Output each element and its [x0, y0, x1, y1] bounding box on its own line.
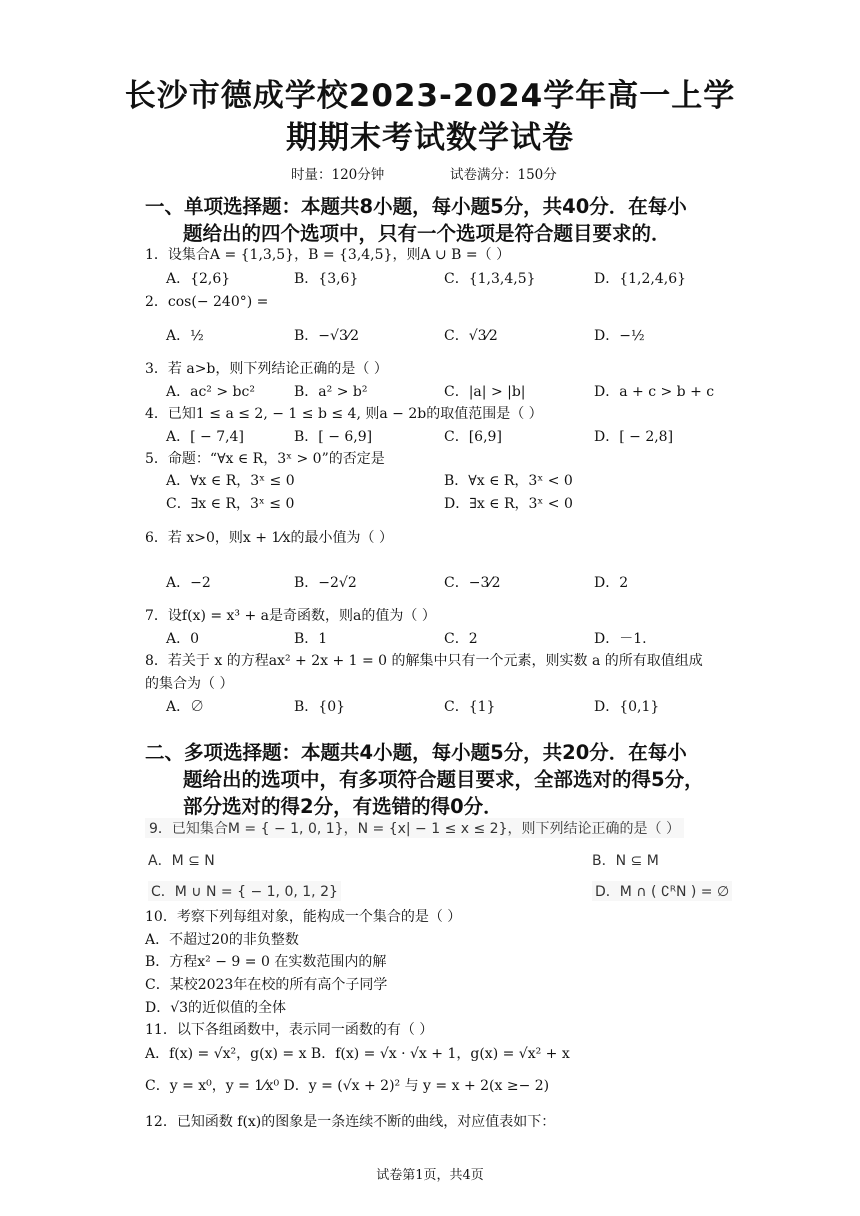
q5-option-d: D．∃x ∈ R，3ˣ < 0 — [444, 496, 573, 512]
question-10: 10．考察下列每组对象，能构成一个集合的是（ ） — [145, 909, 462, 925]
q9-option-b: B．N ⊆ M — [592, 853, 659, 869]
q1-option-d: D．{1,2,4,6} — [594, 271, 687, 287]
q6-option-c: C．−3⁄2 — [444, 575, 501, 591]
section2-heading: 二、多项选择题：本题共4小题，每小题5分，共20分．在每小 — [145, 741, 687, 764]
question-7: 7．设f(x) = x³ + a是奇函数，则a的值为（ ） — [145, 608, 436, 624]
exam-title-line2: 期期末考试数学试卷 — [286, 120, 574, 156]
q6-option-a: A．−2 — [166, 575, 211, 591]
q3-option-c: C．|a| > |b| — [444, 384, 526, 400]
section1-heading-cont: 题给出的四个选项中，只有一个选项是符合题目要求的． — [183, 222, 671, 245]
q2-option-d: D．−½ — [594, 328, 645, 344]
question-6: 6．若 x>0，则x + 1⁄x的最小值为（ ） — [145, 530, 394, 546]
q7-option-d: D．－1. — [594, 631, 647, 647]
q5-option-b: B．∀x ∈ R，3ˣ < 0 — [444, 473, 573, 489]
question-4: 4．已知1 ≤ a ≤ 2, − 1 ≤ b ≤ 4, 则a − 2b的取值范围是（ ） — [145, 406, 543, 422]
q10-option-d: D．√3的近似值的全体 — [145, 1000, 287, 1016]
question-8: 8．若关于 x 的方程ax² + 2x + 1 = 0 的解集中只有一个元素，则实数 a 的所有取值组成 — [145, 653, 703, 669]
q7-option-a: A．0 — [166, 631, 200, 647]
q4-option-b: B．[ − 6,9] — [294, 429, 373, 445]
q11-options-cd: C．y = x⁰，y = 1⁄x⁰ D．y = (√x + 2)² 与 y = x + 2(x ≥− 2) — [145, 1078, 550, 1094]
page-footer: 试卷第1页，共4页 — [376, 1168, 484, 1183]
question-2: 2．cos(− 240°) = — [145, 294, 269, 310]
q8-option-b: B．{0} — [294, 699, 346, 715]
q10-option-a: A．不超过20的非负整数 — [145, 932, 299, 948]
question-11: 11．以下各组函数中，表示同一函数的有（ ） — [145, 1022, 434, 1038]
q8-option-a: A．∅ — [166, 699, 205, 715]
full-score: 试卷满分：150分 — [450, 167, 557, 183]
q1-option-a: A．{2,6} — [166, 271, 231, 287]
q1-option-c: C．{1,3,4,5} — [444, 271, 536, 287]
q4-option-d: D．[ − 2,8] — [594, 429, 674, 445]
q4-option-a: A．[ − 7,4] — [166, 429, 244, 445]
section2-heading-cont: 题给出的选项中，有多项符合题目要求，全部选对的得5分， — [183, 768, 704, 791]
question-3: 3．若 a>b，则下列结论正确的是（ ） — [145, 361, 388, 377]
question-8-cont: 的集合为（ ） — [145, 676, 234, 692]
q2-option-b: B．−√3⁄2 — [294, 328, 360, 344]
section1-heading: 一、单项选择题：本题共8小题，每小题5分，共40分．在每小 — [145, 195, 687, 218]
q9-option-a: A．M ⊆ N — [148, 853, 215, 869]
q5-option-a: A．∀x ∈ R，3ˣ ≤ 0 — [166, 473, 295, 489]
q10-option-b: B．方程x² − 9 = 0 在实数范围内的解 — [145, 954, 387, 970]
question-12: 12．已知函数 f(x)的图象是一条连续不断的曲线，对应值表如下： — [145, 1114, 556, 1130]
q6-option-d: D．2 — [594, 575, 629, 591]
q4-option-c: C．[6,9] — [444, 429, 502, 445]
q2-option-c: C．√3⁄2 — [444, 328, 498, 344]
q9-option-d: D．M ∩ ( ∁ᴿN ) = ∅ — [592, 881, 732, 901]
q6-option-b: B．−2√2 — [294, 575, 357, 591]
time-limit: 时量：120分钟 — [291, 167, 385, 183]
question-1: 1．设集合A = {1,3,5}，B = {3,4,5}，则A ∪ B =（ ） — [145, 247, 511, 263]
q2-option-a: A．½ — [166, 328, 204, 344]
q11-options-ab: A．f(x) = √x²，g(x) = x B．f(x) = √x · √x + 1，g(x) = √x² + x — [145, 1046, 570, 1062]
question-5: 5．命题：“∀x ∈ R，3ˣ > 0”的否定是 — [145, 451, 385, 467]
q5-option-c: C．∃x ∈ R，3ˣ ≤ 0 — [166, 496, 295, 512]
q3-option-d: D．a + c > b + c — [594, 384, 715, 400]
q3-option-a: A．ac² > bc² — [166, 384, 255, 400]
q3-option-b: B．a² > b² — [294, 384, 368, 400]
exam-title-line1: 长沙市德成学校2023-2024学年高一上学 — [124, 78, 736, 114]
q8-option-d: D．{0,1} — [594, 699, 660, 715]
q9-option-c: C．M ∪ N = { − 1, 0, 1, 2} — [148, 881, 341, 901]
q8-option-c: C．{1} — [444, 699, 496, 715]
question-9: 9．已知集合M = { − 1, 0, 1}，N = {x| − 1 ≤ x ≤ 2}，则下列结论正确的是（ ） — [145, 818, 684, 838]
section2-heading-cont2: 部分选对的得2分，有选错的得0分． — [183, 795, 503, 818]
q1-option-b: B．{3,6} — [294, 271, 359, 287]
q10-option-c: C．某校2023年在校的所有高个子同学 — [145, 977, 388, 993]
q7-option-b: B．1 — [294, 631, 328, 647]
q7-option-c: C．2 — [444, 631, 478, 647]
